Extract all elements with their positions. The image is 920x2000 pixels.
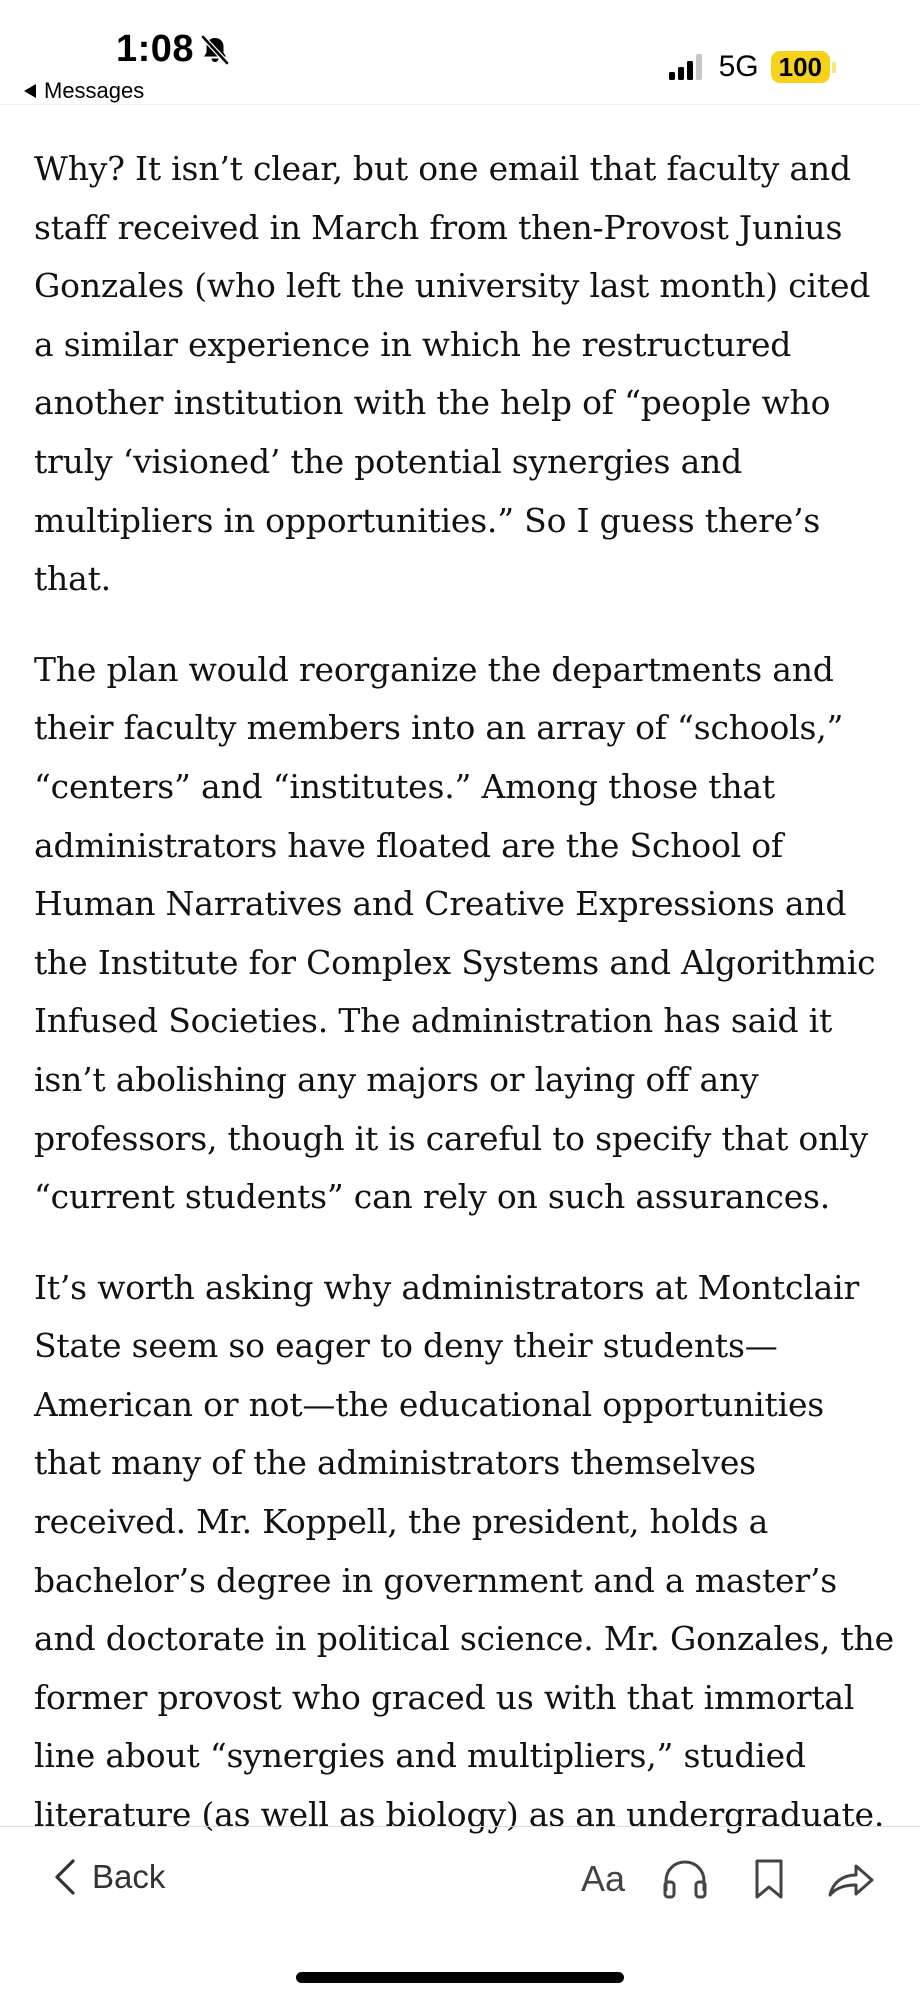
home-indicator[interactable] xyxy=(296,1972,624,1983)
back-button[interactable] xyxy=(52,1857,165,1897)
save-button[interactable] xyxy=(752,1857,786,1901)
status-time: 1:08 xyxy=(116,28,195,70)
back-triangle-icon xyxy=(24,84,36,98)
text-size-button[interactable] xyxy=(576,1857,630,1901)
text-size-icon: Aa xyxy=(580,1858,626,1899)
battery-indicator xyxy=(771,51,836,83)
battery-level: 100 xyxy=(771,51,830,83)
chevron-left-icon xyxy=(52,1857,78,1897)
article-paragraph: The plan would reorganize the departments and their faculty members into an array of “schools,” “centers” and “institutes.” Among those that administrators have floated are the School of Human Narratives and Creative Expressions and the Institute for Complex Systems and Algorithmic Infused Societies. The administration has said it isn’t abolishing any majors or laying off any professors, though it is careful to specify that only “current students” can rely on such assurances. xyxy=(34,649,876,1217)
article-paragraph: It’s worth asking why administrators at Montclair State seem so eager to deny their students—American or not—the educational opportunities that many of the administrators themselves received. Mr. Koppell, the president, holds a bachelor’s degree in government and a master’s and doctorate in political science. Mr. Gonzales, the former provost who graced us with that immortal line about “synergies and multipliers,” studied literature (as well as biology) as an undergraduate. xyxy=(34,1267,894,1835)
article-body xyxy=(34,140,894,1877)
network-type: 5G xyxy=(718,50,759,83)
clock-group xyxy=(116,28,232,71)
cellular-signal-icon xyxy=(669,54,705,80)
bottom-toolbar xyxy=(0,1826,920,1931)
back-app-label: Messages xyxy=(44,78,145,103)
listen-button[interactable] xyxy=(660,1857,710,1901)
back-to-messages[interactable] xyxy=(24,78,144,104)
status-bar xyxy=(0,0,920,105)
status-right xyxy=(669,50,836,84)
bookmark-icon xyxy=(752,1857,786,1901)
back-button-label: Back xyxy=(92,1858,166,1895)
share-icon xyxy=(826,1857,876,1901)
article-paragraph: Why? It isn’t clear, but one email that faculty and staff received in March from then-Provost Junius Gonzales (who left the university last month) cited a similar experience in which he restructured another institution with the help of “people who truly ‘visioned’ the potential synergies and multipliers in opportunities.” So I guess there’s that. xyxy=(34,149,871,599)
headphones-icon xyxy=(660,1857,710,1901)
bell-slash-icon xyxy=(198,33,232,67)
battery-cap xyxy=(832,62,836,73)
share-button[interactable] xyxy=(826,1857,876,1901)
